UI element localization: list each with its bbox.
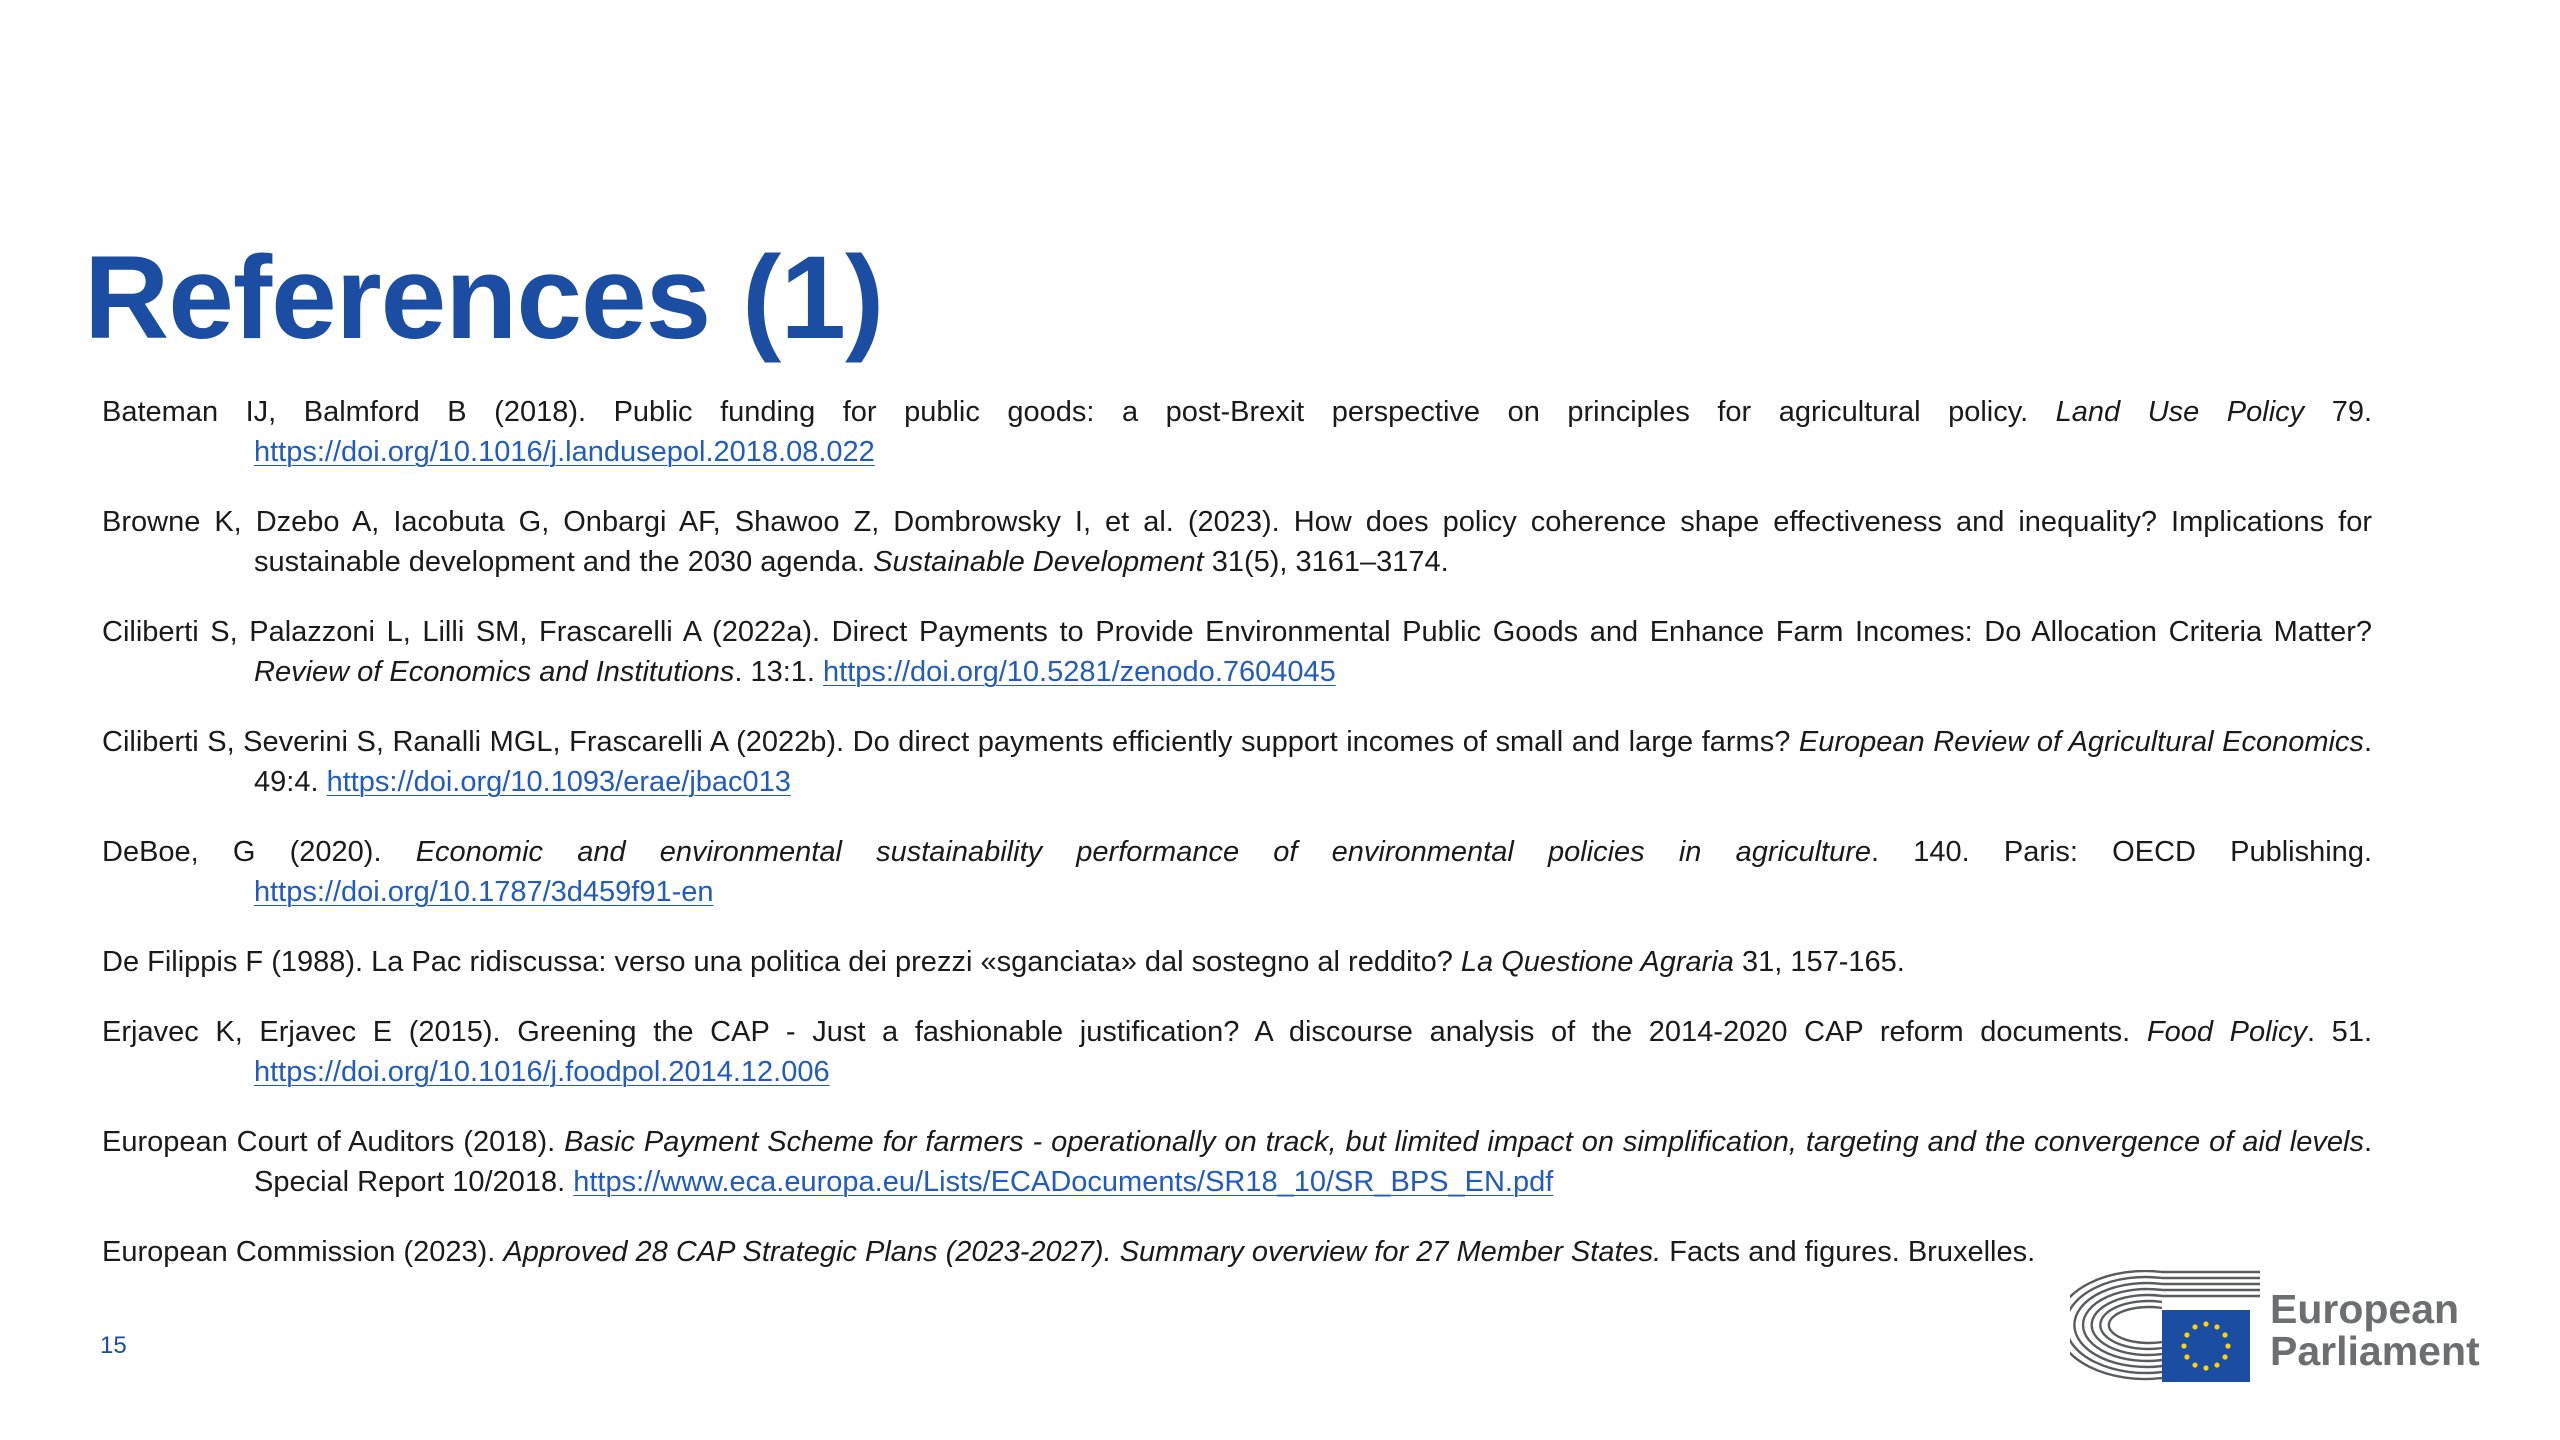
reference-text: European Court of Auditors (2018). — [102, 1126, 565, 1158]
eu-star-icon — [2192, 1362, 2197, 1367]
reference-item — [102, 612, 2372, 692]
reference-item — [102, 942, 2372, 982]
logo-wordmark — [2270, 1288, 2480, 1372]
page-number: 15 — [100, 1332, 127, 1359]
eu-star-icon — [2214, 1324, 2219, 1329]
parliament-hemicycle-emblem-icon — [2070, 1270, 2260, 1390]
reference-source-title: La Questione Agraria — [1460, 946, 1734, 978]
eu-star-icon — [2181, 1343, 2186, 1348]
reference-doi-link[interactable]: https://doi.org/10.1787/3d459f91-en — [254, 876, 714, 908]
reference-text: European Commission (2023). — [102, 1236, 504, 1268]
page-title: References (1) — [84, 232, 884, 364]
reference-item — [102, 502, 2372, 582]
reference-source-title: Food Policy — [2146, 1016, 2307, 1048]
reference-source-title: Approved 28 CAP Strategic Plans (2023-2027). Summary overview for 27 Member States. — [503, 1236, 1662, 1268]
logo-line-parliament: Parliament — [2270, 1328, 2480, 1374]
reference-text: Facts and figures. Bruxelles. — [1661, 1236, 2036, 1268]
reference-doi-link[interactable]: https://www.eca.europa.eu/Lists/ECADocuments/SR18_10/SR_BPS_EN.pdf — [573, 1166, 1554, 1198]
eu-star-icon — [2184, 1332, 2189, 1337]
reference-item — [102, 1012, 2372, 1092]
reference-text: Bateman IJ, Balmford B (2018). Public funding for public goods: a post-Brexit perspective on principles for agricultural policy. — [102, 396, 2056, 428]
reference-text: Ciliberti S, Palazzoni L, Lilli SM, Frascarelli A (2022a). Direct Payments to Provide Environmental Public Goods and Enhance Farm Incomes: Do Allocation Criteria Matter? — [102, 616, 2372, 648]
eu-star-icon — [2203, 1321, 2208, 1326]
eu-star-icon — [2184, 1354, 2189, 1359]
reference-doi-link[interactable]: https://doi.org/10.1016/j.foodpol.2014.12.006 — [254, 1056, 830, 1088]
eu-star-icon — [2203, 1365, 2208, 1370]
reference-item — [102, 392, 2372, 472]
eu-star-icon — [2225, 1343, 2230, 1348]
reference-list — [102, 392, 2372, 1302]
logo-line-european: European — [2270, 1286, 2460, 1332]
reference-source-title: Basic Payment Scheme for farmers - operationally on track, but limited impact on simplification, targeting and the convergence of aid levels — [564, 1126, 2364, 1158]
reference-item — [102, 832, 2372, 912]
eu-star-icon — [2214, 1362, 2219, 1367]
reference-source-title: Economic and environmental sustainability performance of environmental policies in agriculture — [415, 836, 1872, 868]
reference-text: . 140. Paris: OECD Publishing. — [1871, 836, 2373, 868]
reference-text: DeBoe, G (2020). — [102, 836, 416, 868]
reference-text: 79. — [2304, 396, 2373, 428]
reference-source-title: European Review of Agricultural Economics — [1798, 726, 2364, 758]
reference-doi-link[interactable]: https://doi.org/10.1093/erae/jbac013 — [326, 766, 791, 798]
reference-text: Erjavec K, Erjavec E (2015). Greening the CAP - Just a fashionable justification? A discourse analysis of the 2014-2020 CAP reform documents. — [102, 1016, 2147, 1048]
reference-text: 31(5), 3161–3174. — [1203, 546, 1449, 578]
reference-item — [102, 722, 2372, 802]
reference-source-title: Review of Economics and Institutions — [254, 656, 735, 688]
reference-item — [102, 1122, 2372, 1202]
reference-doi-link[interactable]: https://doi.org/10.1016/j.landusepol.2018.08.022 — [254, 436, 875, 468]
reference-source-title: Sustainable Development — [873, 546, 1204, 578]
reference-text: . 51. — [2306, 1016, 2373, 1048]
reference-text: 31, 157-165. — [1733, 946, 1905, 978]
reference-text: Ciliberti S, Severini S, Ranalli MGL, Frascarelli A (2022b). Do direct payments efficiently support incomes of small and large farms? — [102, 726, 1799, 758]
reference-text: . 49:4. — [254, 726, 2372, 798]
european-parliament-logo — [2070, 1270, 2490, 1390]
reference-text: De Filippis F (1988). La Pac ridiscussa: verso una politica dei prezzi «sganciata» dal sostegno al reddito? — [102, 946, 1461, 978]
reference-text: . Special Report 10/2018. — [254, 1126, 2373, 1198]
reference-item — [102, 1232, 2372, 1272]
reference-source-title: Land Use Policy — [2055, 396, 2305, 428]
reference-text: Browne K, Dzebo A, Iacobuta G, Onbargi AF, Shawoo Z, Dombrowsky I, et al. (2023). How does policy coherence shape effectiveness and inequality? Implications for sustainable development and the 2030 agenda. — [102, 506, 2372, 578]
eu-star-icon — [2222, 1332, 2227, 1337]
reference-doi-link[interactable]: https://doi.org/10.5281/zenodo.7604045 — [823, 656, 1336, 688]
reference-text: . 13:1. — [734, 656, 824, 688]
eu-star-icon — [2192, 1324, 2197, 1329]
eu-star-icon — [2222, 1354, 2227, 1359]
